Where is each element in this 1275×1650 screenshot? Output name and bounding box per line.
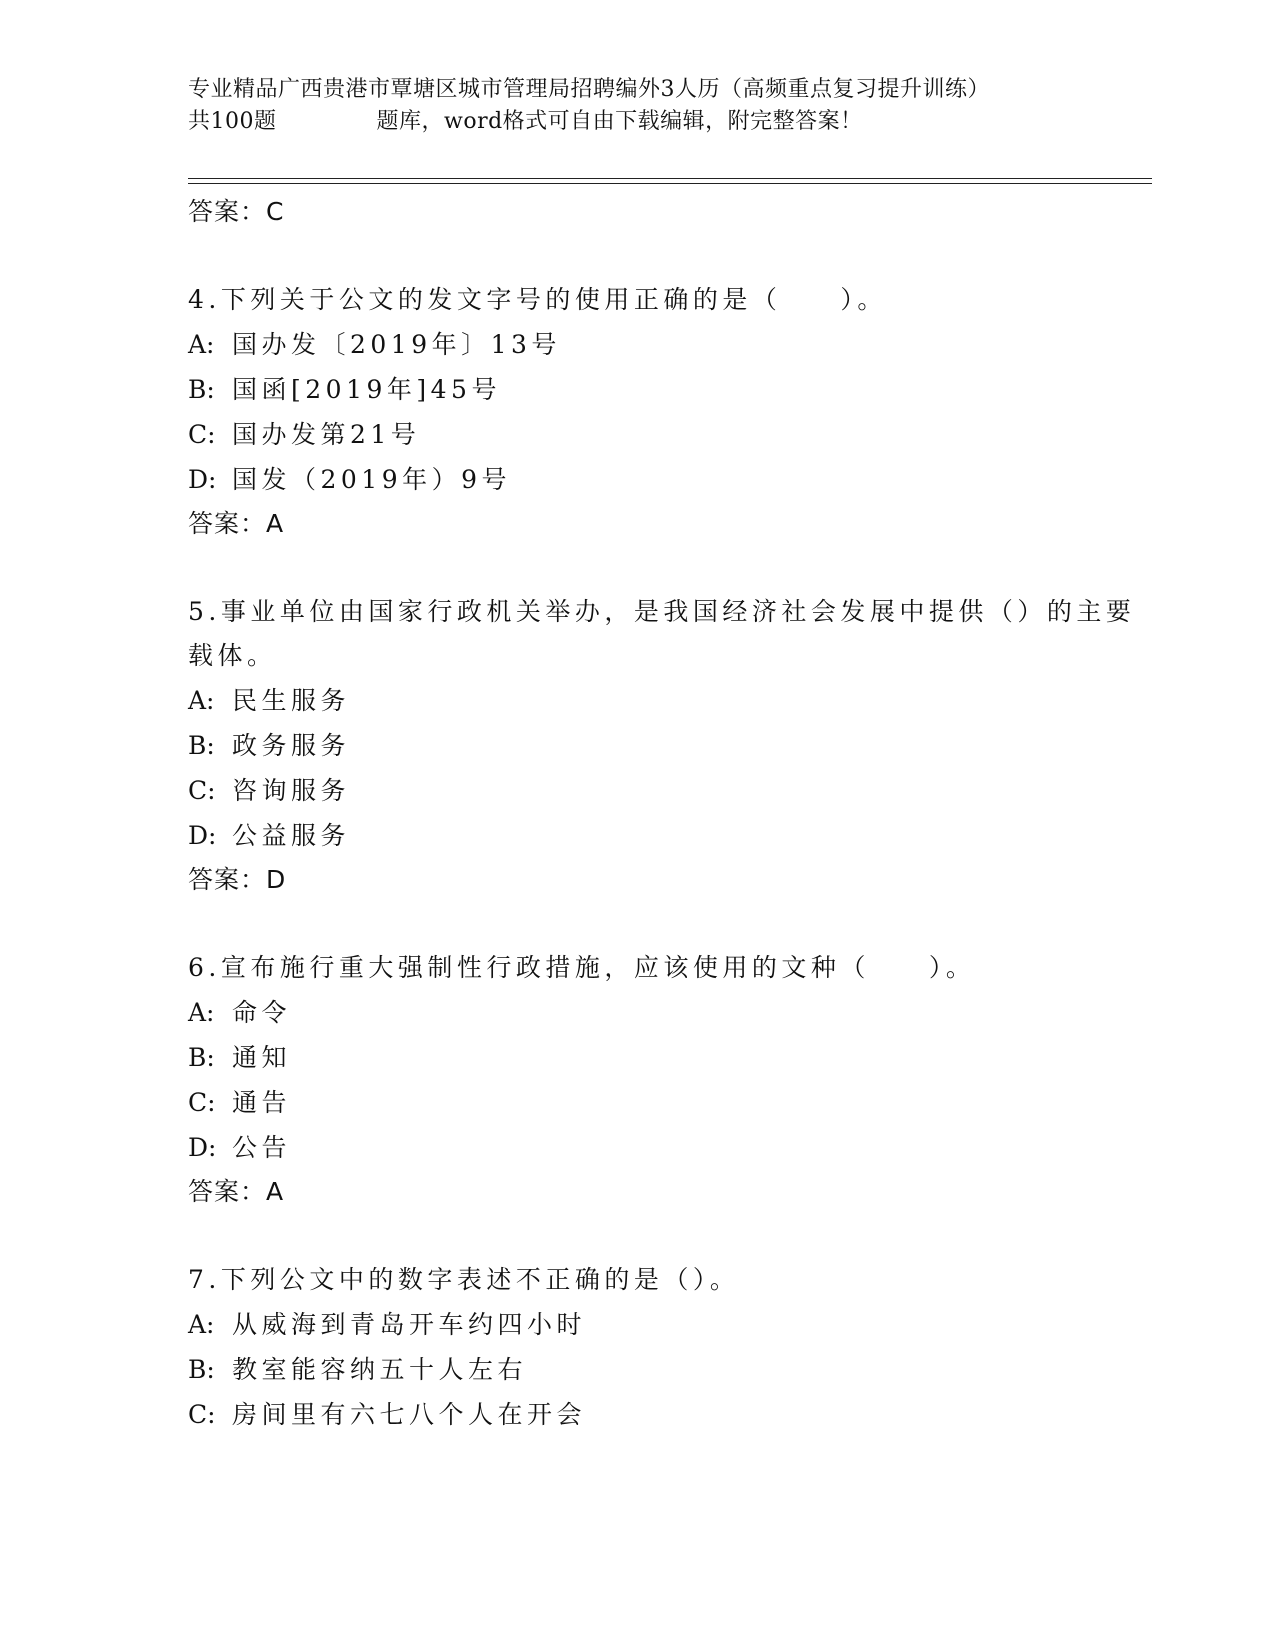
question-stem: 4.下列关于公文的发文字号的使用正确的是（ ）。 — [188, 285, 887, 314]
option-text: 民生服务 — [232, 686, 351, 715]
option-c — [188, 412, 1148, 457]
option-text: 国发（2019年）9号 — [232, 465, 512, 494]
option-a — [188, 990, 1148, 1035]
option-c — [188, 1392, 1148, 1437]
option-letter: C: — [188, 420, 216, 449]
header-divider-bottom — [188, 183, 1152, 184]
option-letter: D: — [188, 821, 217, 850]
option-text: 国办发〔2019年〕13号 — [232, 330, 561, 359]
option-letter: B: — [188, 731, 215, 760]
option-letter: B: — [188, 375, 215, 404]
answer-label: 答案：D — [188, 865, 287, 894]
answer-label: 答案：A — [188, 1177, 285, 1206]
option-text: 国办发第21号 — [232, 420, 421, 449]
option-text: 咨询服务 — [232, 776, 351, 805]
option-b — [188, 723, 1148, 768]
option-letter: A: — [188, 998, 215, 1027]
option-c — [188, 768, 1148, 813]
option-d — [188, 457, 1148, 502]
question-stem: 5.事业单位由国家行政机关举办，是我国经济社会发展中提供（）的主要载体。 — [188, 597, 1136, 670]
option-text: 命令 — [232, 998, 292, 1027]
option-text: 公告 — [232, 1133, 292, 1162]
option-text: 教室能容纳五十人左右 — [232, 1355, 528, 1384]
option-b — [188, 1347, 1148, 1392]
option-letter: A: — [188, 330, 215, 359]
question-7 — [188, 1258, 1148, 1437]
option-letter: B: — [188, 1355, 215, 1384]
question-list — [188, 190, 1148, 1437]
option-letter: D: — [188, 1133, 217, 1162]
option-text: 政务服务 — [232, 731, 351, 760]
option-d — [188, 813, 1148, 858]
option-text: 公益服务 — [232, 821, 351, 850]
option-d — [188, 1125, 1148, 1170]
question-5 — [188, 590, 1148, 902]
option-letter: A: — [188, 686, 215, 715]
header-description: 题库，word格式可自由下载编辑，附完整答案！ — [376, 109, 863, 134]
option-letter: D: — [188, 465, 217, 494]
option-a — [188, 322, 1148, 367]
option-letter: A: — [188, 1310, 215, 1339]
option-a — [188, 678, 1148, 723]
option-letter: B: — [188, 1043, 215, 1072]
previous-answer: 答案：C — [188, 197, 285, 226]
answer-label: 答案：A — [188, 509, 285, 538]
option-letter: C: — [188, 776, 216, 805]
option-text: 通知 — [232, 1043, 292, 1072]
option-text: 房间里有六七八个人在开会 — [232, 1400, 587, 1429]
option-letter: C: — [188, 1400, 216, 1429]
header-divider-top — [188, 178, 1152, 179]
header-question-count: 共100题 — [188, 109, 277, 134]
header-title-line1: 专业精品广西贵港市覃塘区城市管理局招聘编外3人历（高频重点复习提升训练） — [188, 77, 990, 102]
question-stem: 6.宣布施行重大强制性行政措施，应该使用的文种（ ）。 — [188, 953, 976, 982]
option-c — [188, 1080, 1148, 1125]
option-letter: C: — [188, 1088, 216, 1117]
question-6 — [188, 946, 1148, 1214]
document-header — [188, 74, 1148, 138]
option-text: 通告 — [232, 1088, 292, 1117]
option-text: 国函[2019年]45号 — [232, 375, 501, 404]
option-b — [188, 367, 1148, 412]
option-a — [188, 1302, 1148, 1347]
question-4 — [188, 278, 1148, 546]
header-title-line2 — [188, 106, 1148, 138]
option-b — [188, 1035, 1148, 1080]
option-text: 从威海到青岛开车约四小时 — [232, 1310, 587, 1339]
question-stem: 7.下列公文中的数字表述不正确的是（）。 — [188, 1265, 740, 1294]
